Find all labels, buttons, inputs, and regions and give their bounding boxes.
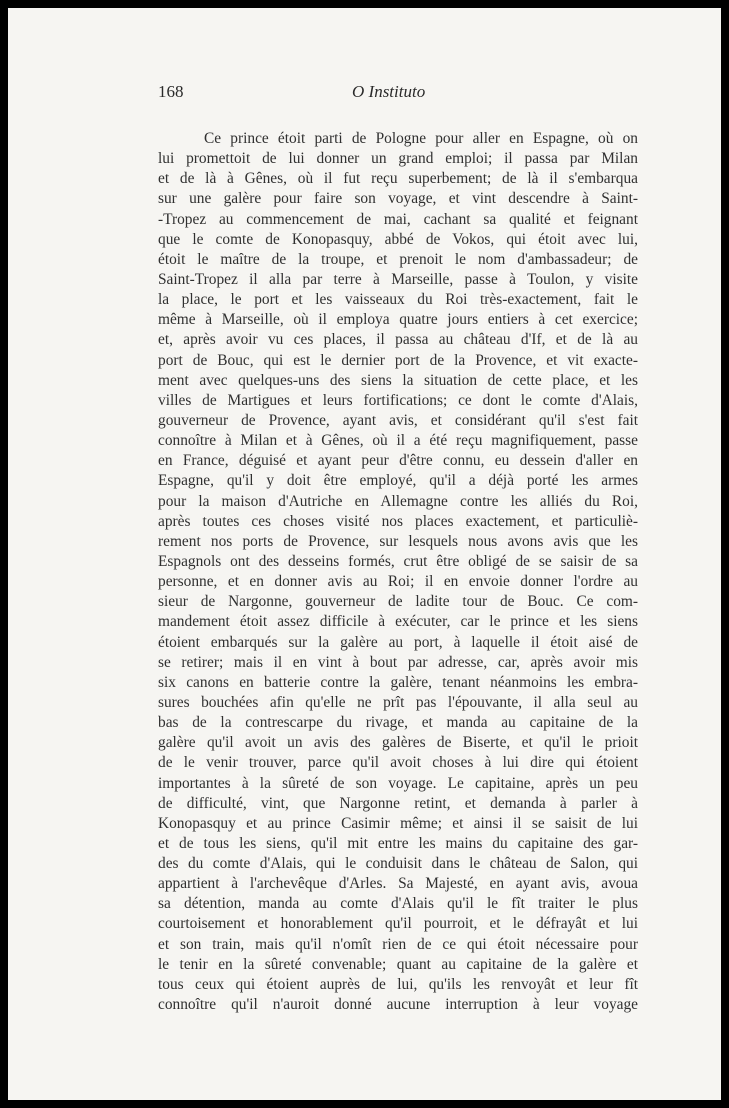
- text-line: rement nos ports de Provence, sur lesquels nous avons avis que les: [158, 532, 638, 550]
- text-line: bas de la contrescarpe du rivage, et manda au capitaine de la: [158, 714, 638, 732]
- text-line: Espagne, qu'il y doit être employé, qu'il a déjà porté les armes: [158, 472, 638, 490]
- text-line: en France, déguisé et ayant peur d'être connu, eu dessein d'aller en: [158, 452, 638, 470]
- text-line: mandement étoit assez difficile à exécuter, car le prince et les siens: [158, 613, 638, 631]
- text-line: Saint-Tropez il alla par terre à Marseille, passe à Toulon, y visite: [158, 270, 638, 288]
- body-text: [158, 129, 638, 1015]
- text-line: et, après avoir vu ces places, il passa au château d'If, et de là au: [158, 331, 638, 349]
- text-line: courtoisement et honorablement qu'il pourroit, et le défrayât et lui: [158, 915, 638, 933]
- text-line: que le comte de Konopasquy, abbé de Vokos, qui étoit avec lui,: [158, 230, 638, 248]
- text-line: appartient à l'archevêque d'Arles. Sa Majesté, en ayant avis, avoua: [158, 875, 638, 893]
- text-line: sur une galère pour faire son voyage, et vint descendre à Saint-: [158, 190, 638, 208]
- text-line: et son train, mais qu'il n'omît rien de ce qui étoit nécessaire pour: [158, 935, 638, 953]
- text-line: étoient embarqués sur la galère au port, à laquelle il étoit aisé de: [158, 633, 638, 651]
- text-line: ment avec quelques-uns des siens la situation de cette place, et les: [158, 371, 638, 389]
- text-line: lui promettoit de lui donner un grand emploi; il passa par Milan: [158, 150, 638, 168]
- text-line: importantes à la sûreté de son voyage. Le capitaine, après un peu: [158, 774, 638, 792]
- text-line: -Tropez au commencement de mai, cachant sa qualité et feignant: [158, 210, 638, 228]
- page-header: [158, 82, 638, 104]
- text-line: de le venir trouver, parce qu'il avoit choses à lui dire qui étoient: [158, 754, 638, 772]
- text-line: Konopasquy et au prince Casimir même; et ainsi il se saisit de lui: [158, 814, 638, 832]
- text-line: la place, le port et les vaisseaux du Roi très-exactement, fait le: [158, 291, 638, 309]
- text-line: se retirer; mais il en vint à bout par adresse, car, après avoir mis: [158, 653, 638, 671]
- running-title: O Instituto: [352, 82, 426, 101]
- text-line: et de tous les siens, qu'il mit entre les mains du capitaine des gar-: [158, 834, 638, 852]
- text-line: personne, et en donner avis au Roi; il en envoie donner l'ordre au: [158, 573, 638, 591]
- text-line: même à Marseille, où il employa quatre jours entiers à cet exercice;: [158, 311, 638, 329]
- text-line: port de Bouc, qui est le dernier port de la Provence, et vit exacte-: [158, 351, 638, 369]
- text-line: six canons en batterie contre la galère, tenant néanmoins les embra-: [158, 673, 638, 691]
- text-line: galère qu'il avoit un avis des galères de Biserte, et qu'il le prioit: [158, 734, 638, 752]
- text-line: pour la maison d'Autriche en Allemagne contre les alliés du Roi,: [158, 492, 638, 510]
- text-line: Ce prince étoit parti de Pologne pour aller en Espagne, où on: [204, 130, 638, 147]
- text-line: et de là à Gênes, où il fut reçu superbement; de là il s'embarqua: [158, 170, 638, 188]
- text-line: le tenir en la sûreté convenable; quant au capitaine de la galère et: [158, 955, 638, 973]
- text-line: Espagnols ont des desseins formés, crut être obligé de se saisir de sa: [158, 552, 638, 570]
- text-line: étoit le maître de la troupe, et prenoit le nom d'ambassadeur; de: [158, 250, 638, 268]
- text-line: après toutes ces choses visité nos places exactement, et particuliè-: [158, 512, 638, 530]
- text-line: des du comte d'Alais, qui le conduisit dans le château de Salon, qui: [158, 855, 638, 873]
- page-number: 168: [158, 82, 184, 101]
- text-line: connoître à Milan et à Gênes, où il a été reçu magnifiquement, passe: [158, 432, 638, 450]
- text-line: connoître qu'il n'auroit donné aucune interruption à leur voyage: [158, 996, 638, 1014]
- text-line: sures bouchées afin qu'elle ne prît pas l'épouvante, il alla seul au: [158, 693, 638, 711]
- text-line: sieur de Nargonne, gouverneur de ladite tour de Bouc. Ce com-: [158, 593, 638, 611]
- text-line: sa détention, manda au comte d'Alais qu'il le fît traiter le plus: [158, 895, 638, 913]
- text-line: villes de Martigues et leurs fortifications; ce dont le comte d'Alais,: [158, 391, 638, 409]
- text-line: de difficulté, vint, que Nargonne retint, et demanda à parler à: [158, 794, 638, 812]
- text-line: gouverneur de Provence, ayant avis, et considérant qu'il s'est fait: [158, 411, 638, 429]
- book-page: [8, 8, 721, 1100]
- text-line: tous ceux qui étoient auprès de lui, qu'ils les renvoyât et leur fît: [158, 975, 638, 993]
